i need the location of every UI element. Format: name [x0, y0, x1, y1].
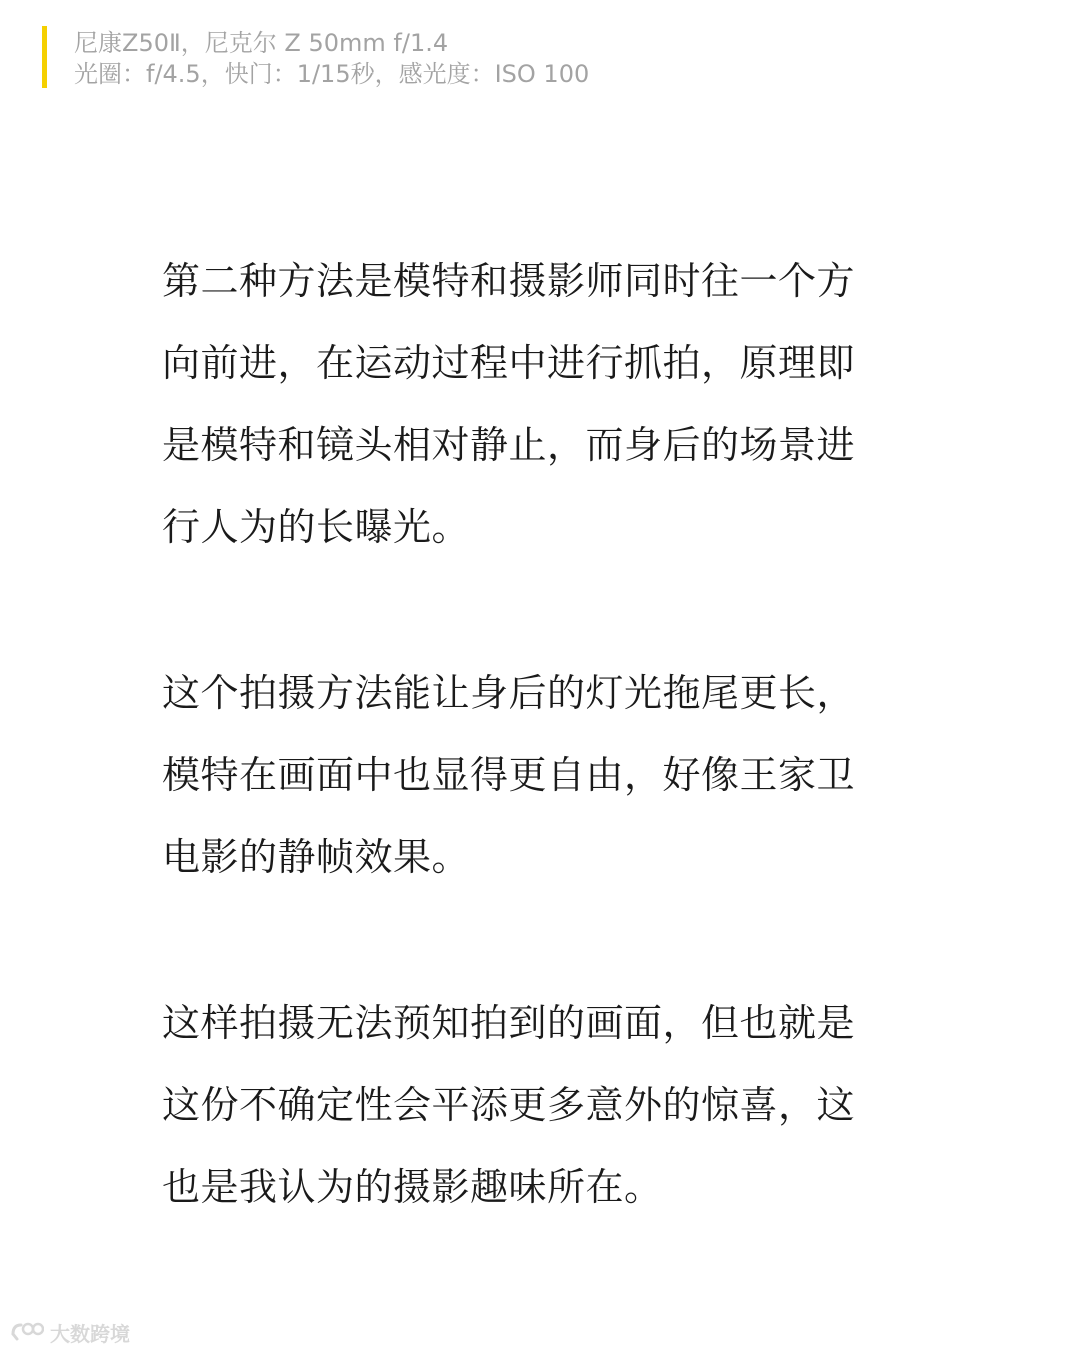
paragraph-3	[162, 982, 922, 1228]
watermark	[10, 1318, 130, 1346]
paragraph-line: 这样拍摄无法预知拍到的画面，但也就是	[162, 1001, 856, 1045]
paragraph-line: 第二种方法是模特和摄影师同时往一个方	[162, 259, 856, 303]
paragraph-line: 这份不确定性会平添更多意外的惊喜，这	[162, 1083, 856, 1127]
brand-logo-icon	[10, 1320, 44, 1344]
article-body	[162, 240, 922, 1312]
exposure-settings: 光圈：f/4.5，快门：1/15秒，感光度：ISO 100	[74, 60, 590, 88]
paragraph-line: 电影的静帧效果。	[162, 835, 471, 879]
paragraph-line: 模特在画面中也显得更自由，好像王家卫	[162, 753, 856, 797]
paragraph-line: 向前进，在运动过程中进行抓拍，原理即	[162, 341, 856, 385]
photo-exif-caption	[42, 26, 589, 88]
paragraph-line: 这个拍摄方法能让身后的灯光拖尾更长，	[162, 671, 856, 715]
paragraph-line: 是模特和镜头相对静止，而身后的场景进	[162, 423, 856, 467]
camera-lens-info: 尼康Z50Ⅱ，尼克尔 Z 50mm f/1.4	[74, 29, 449, 57]
paragraph-line: 也是我认为的摄影趣味所在。	[162, 1165, 663, 1209]
watermark-text: 大数跨境	[50, 1321, 130, 1346]
paragraph-2	[162, 652, 922, 898]
paragraph-1	[162, 240, 922, 568]
paragraph-line: 行人为的长曝光。	[162, 505, 471, 549]
